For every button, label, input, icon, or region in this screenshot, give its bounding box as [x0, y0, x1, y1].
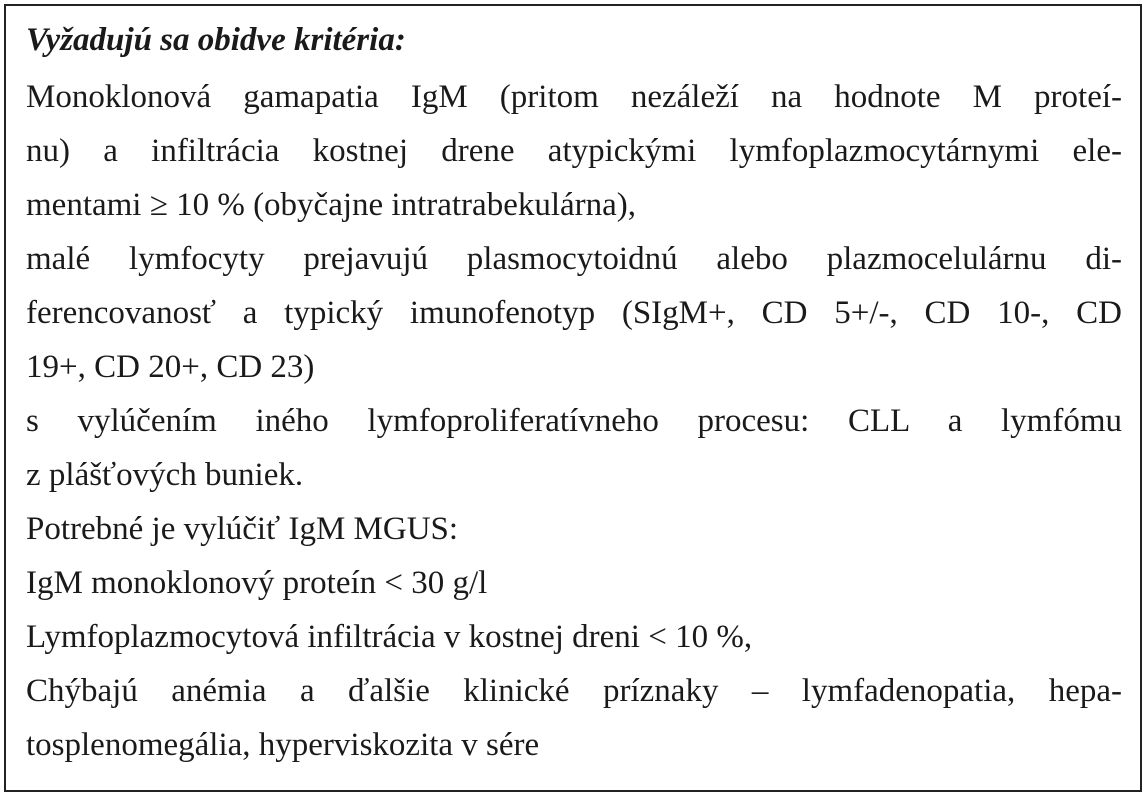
criteria-line: Chýbajú anémia a ďalšie klinické príznaky – lymfadenopatia, hepa- [26, 673, 1122, 709]
criteria-line: ferencovanosť a typický imunofenotyp (SIgM+, CD 5+/-, CD 10-, CD [26, 295, 1122, 331]
criteria-line: malé lymfocyty prejavujú plasmocytoidnú alebo plazmocelulárnu di- [26, 241, 1122, 277]
criteria-heading: Vyžadujú sa obidve kritéria: [26, 22, 406, 58]
criteria-line: Lymfoplazmocytová infiltrácia v kostnej dreni < 10 %, [26, 619, 753, 655]
criteria-line: Monoklonová gamapatia IgM (pritom nezáleží na hodnote M proteí- [26, 79, 1122, 115]
criteria-line: Potrebné je vylúčiť IgM MGUS: [26, 511, 459, 547]
criteria-box [4, 4, 1142, 792]
criteria-line: tosplenomegália, hyperviskozita v sére [26, 727, 540, 763]
criteria-line: s vylúčením iného lymfoproliferatívneho procesu: CLL a lymfómu [26, 403, 1122, 439]
criteria-line: nu) a infiltrácia kostnej drene atypickými lymfoplazmocytárnymi ele- [26, 133, 1122, 169]
criteria-line: 19+, CD 20+, CD 23) [26, 349, 315, 385]
criteria-line: z plášťových buniek. [26, 457, 304, 493]
criteria-line: mentami ≥ 10 % (obyčajne intratrabekulárna), [26, 187, 637, 223]
criteria-line: IgM monoklonový proteín < 30 g/l [26, 565, 488, 601]
